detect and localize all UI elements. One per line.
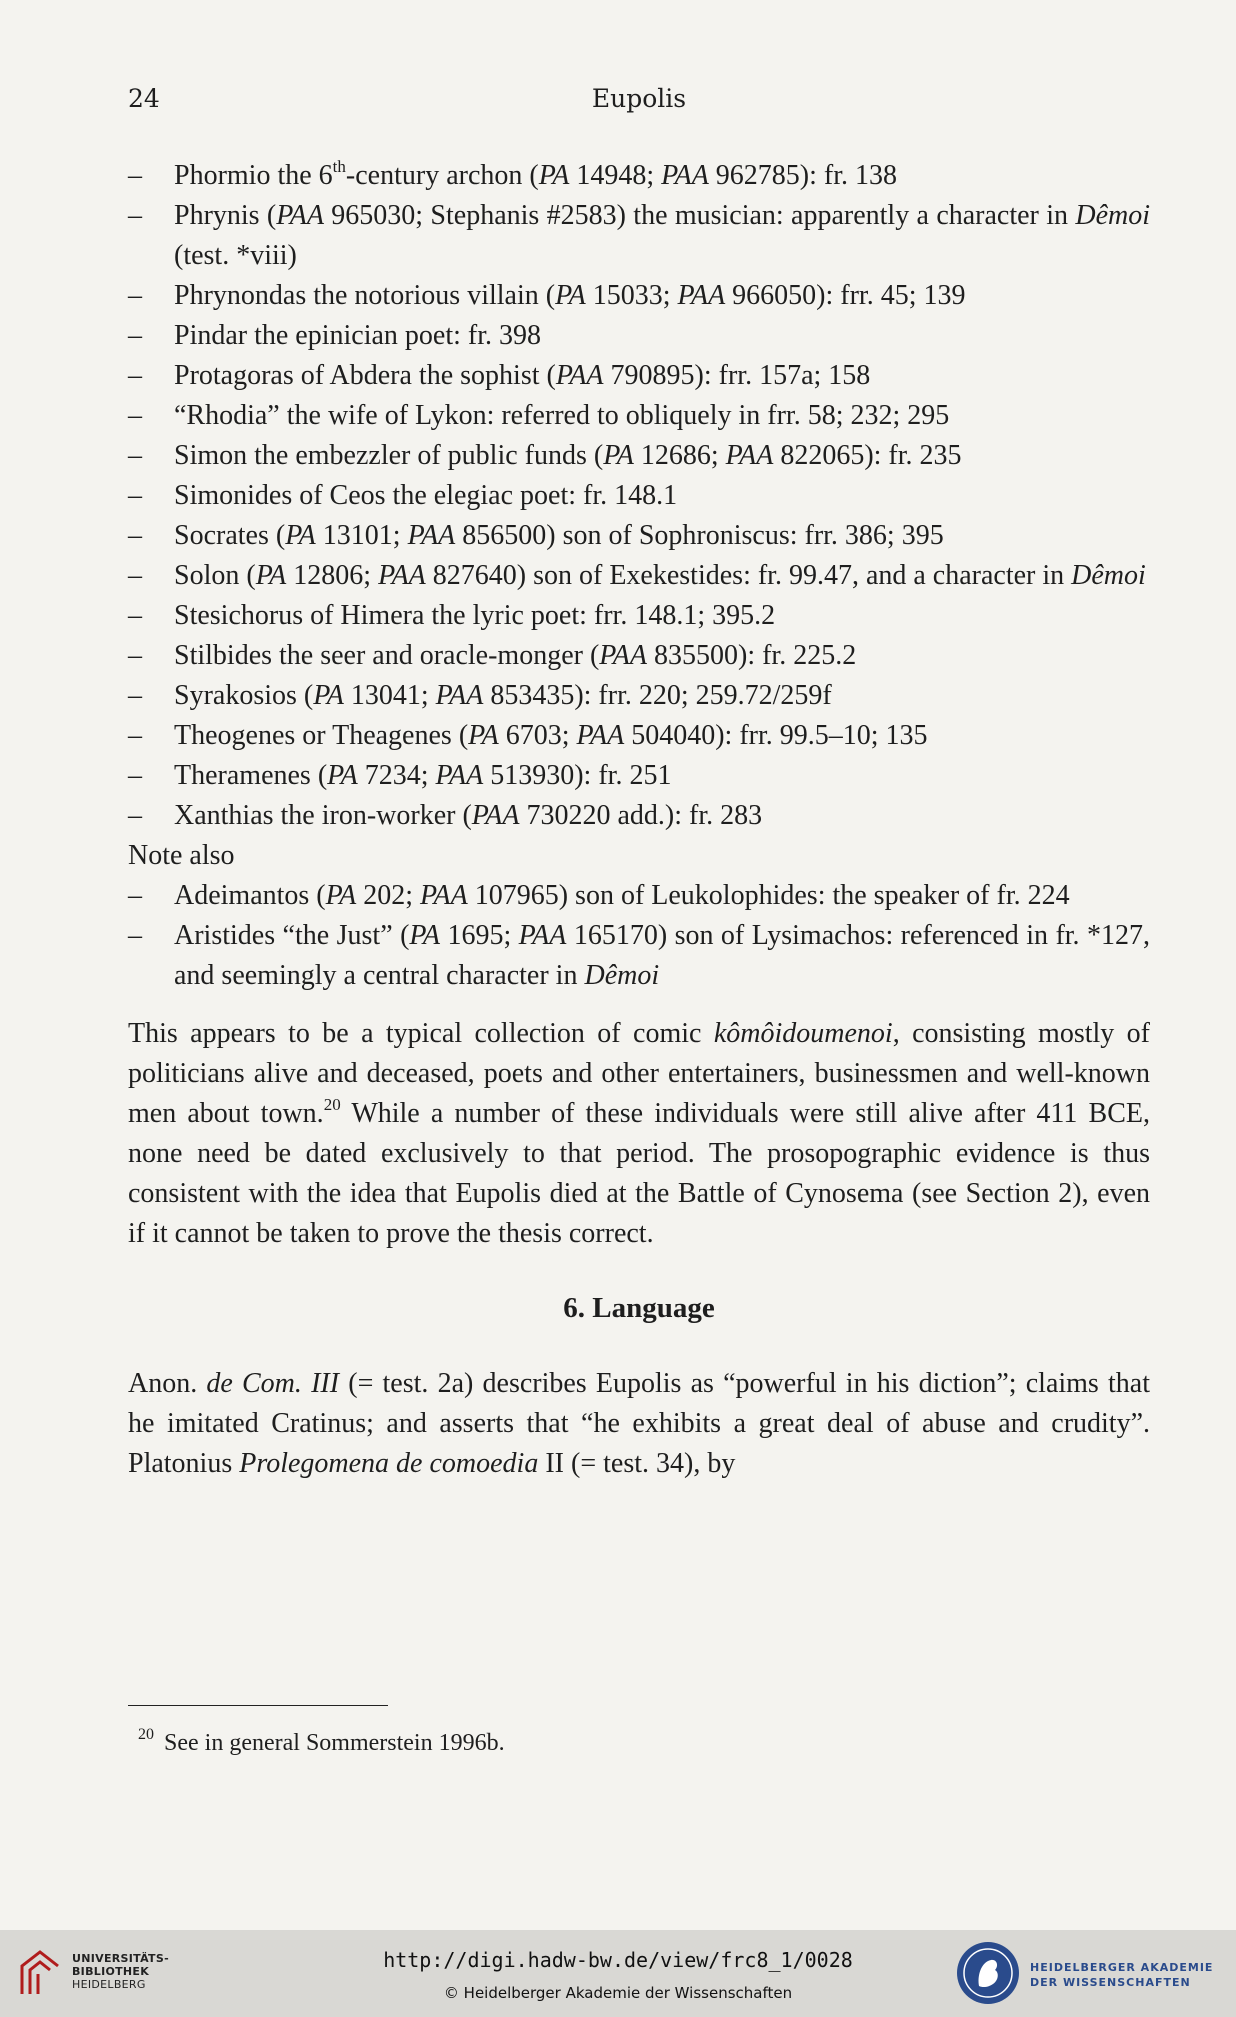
copyright-notice: © Heidelberger Akademie der Wissenschaften bbox=[443, 1984, 793, 2002]
section-heading: 6. Language bbox=[563, 1292, 715, 1324]
list-item: – Phrynis (PAA 965030; Stephanis #2583) the musician: apparently a character in Dêmoi (test. *viii) bbox=[128, 200, 1150, 271]
list-item: – Stilbides the seer and oracle-monger (PAA 835500): fr. 225.2 bbox=[128, 640, 857, 671]
list-item: – Aristides “the Just” (PA 1695; PAA 165170) son of Lysimachos: referenced in fr. *127, and seemingly a central character in Dêmoi bbox=[128, 920, 1150, 991]
page-number: 24 bbox=[128, 84, 160, 113]
person-list bbox=[128, 156, 1150, 836]
running-head: Eupolis bbox=[591, 84, 687, 113]
page-url-link[interactable]: http://digi.hadw-bw.de/view/frc8_1/0028 bbox=[383, 1948, 853, 1972]
footnote: $^{20}$ See in general Sommerstein 1996b. bbox=[138, 1726, 505, 1756]
list-item: – Simonides of Ceos the elegiac poet: fr. 148.1 bbox=[128, 480, 678, 511]
library-name: UNIVERSITÄTS- BIBLIOTHEK HEIDELBERG bbox=[72, 1952, 169, 1991]
academy-seal-icon[interactable] bbox=[955, 1940, 1021, 2006]
list-item: – Theramenes (PA 7234; PAA 513930): fr. 251 bbox=[128, 760, 672, 791]
paragraph-language: Anon. de Com. III (= test. 2a) describes Eupolis as “powerful in his diction”; claims that he imitated Cratinus; and asserts that “he exhibits a great deal of abuse and crudity”. Platonius Prolegomena de comoedia II (= test. 34), by bbox=[128, 1368, 1150, 1479]
note-also-label: Note also bbox=[128, 840, 235, 871]
list-item: – Phormio the 6th-century archon (PA 14948; PAA 962785): fr. 138 bbox=[128, 156, 898, 191]
list-item: – Socrates (PA 13101; PAA 856500) son of Sophroniscus: frr. 386; 395 bbox=[128, 520, 944, 551]
list-item: – Syrakosios (PA 13041; PAA 853435): frr. 220; 259.72/259f bbox=[128, 680, 832, 711]
list-item: – Theogenes or Theagenes (PA 6703; PAA 504040): frr. 99.5–10; 135 bbox=[128, 720, 928, 751]
note-also-list bbox=[128, 876, 1150, 996]
list-item: – Simon the embezzler of public funds (PA 12686; PAA 822065): fr. 235 bbox=[128, 440, 962, 471]
footnote-ref[interactable]: 20 bbox=[323, 1094, 341, 1114]
list-item: – Adeimantos (PA 202; PAA 107965) son of Leukolophides: the speaker of fr. 224 bbox=[128, 880, 1070, 911]
list-item: – “Rhodia” the wife of Lykon: referred to obliquely in frr. 58; 232; 295 bbox=[128, 400, 950, 431]
list-item: – Phrynondas the notorious villain (PA 15033; PAA 966050): frr. 45; 139 bbox=[128, 280, 966, 311]
academy-name: HEIDELBERGER AKADEMIE DER WISSENSCHAFTEN bbox=[1030, 1961, 1214, 1989]
list-item: – Stesichorus of Himera the lyric poet: frr. 148.1; 395.2 bbox=[128, 600, 776, 631]
list-item: – Pindar the epinician poet: fr. 398 bbox=[128, 320, 542, 351]
page-body bbox=[128, 156, 1150, 1484]
viewer-footer bbox=[0, 1930, 1236, 2017]
page-header bbox=[128, 84, 1150, 116]
list-item: – Protagoras of Abdera the sophist (PAA 790895): frr. 157a; 158 bbox=[128, 360, 871, 391]
paragraph-prosopography: This appears to be a typical collection of comic kômôidoumenoi, consisting mostly of politicians alive and deceased, poets and other entertainers, businessmen and well-known men about town.$^{20}$ While a number of these individuals were still alive after 411 BCE, none need be dated exclusively to that period. The prosopographic evidence is thus consistent with the idea that Eupolis died at the Battle of Cynosema (see Section 2), even if it cannot be taken to prove the thesis correct. bbox=[128, 1018, 1150, 1249]
footnote-rule bbox=[128, 1705, 388, 1706]
list-item: – Xanthias the iron-worker (PAA 730220 add.): fr. 283 bbox=[128, 800, 763, 831]
list-item: – Solon (PA 12806; PAA 827640) son of Exekestides: fr. 99.47, and a character in Dêmoi bbox=[128, 560, 1146, 591]
